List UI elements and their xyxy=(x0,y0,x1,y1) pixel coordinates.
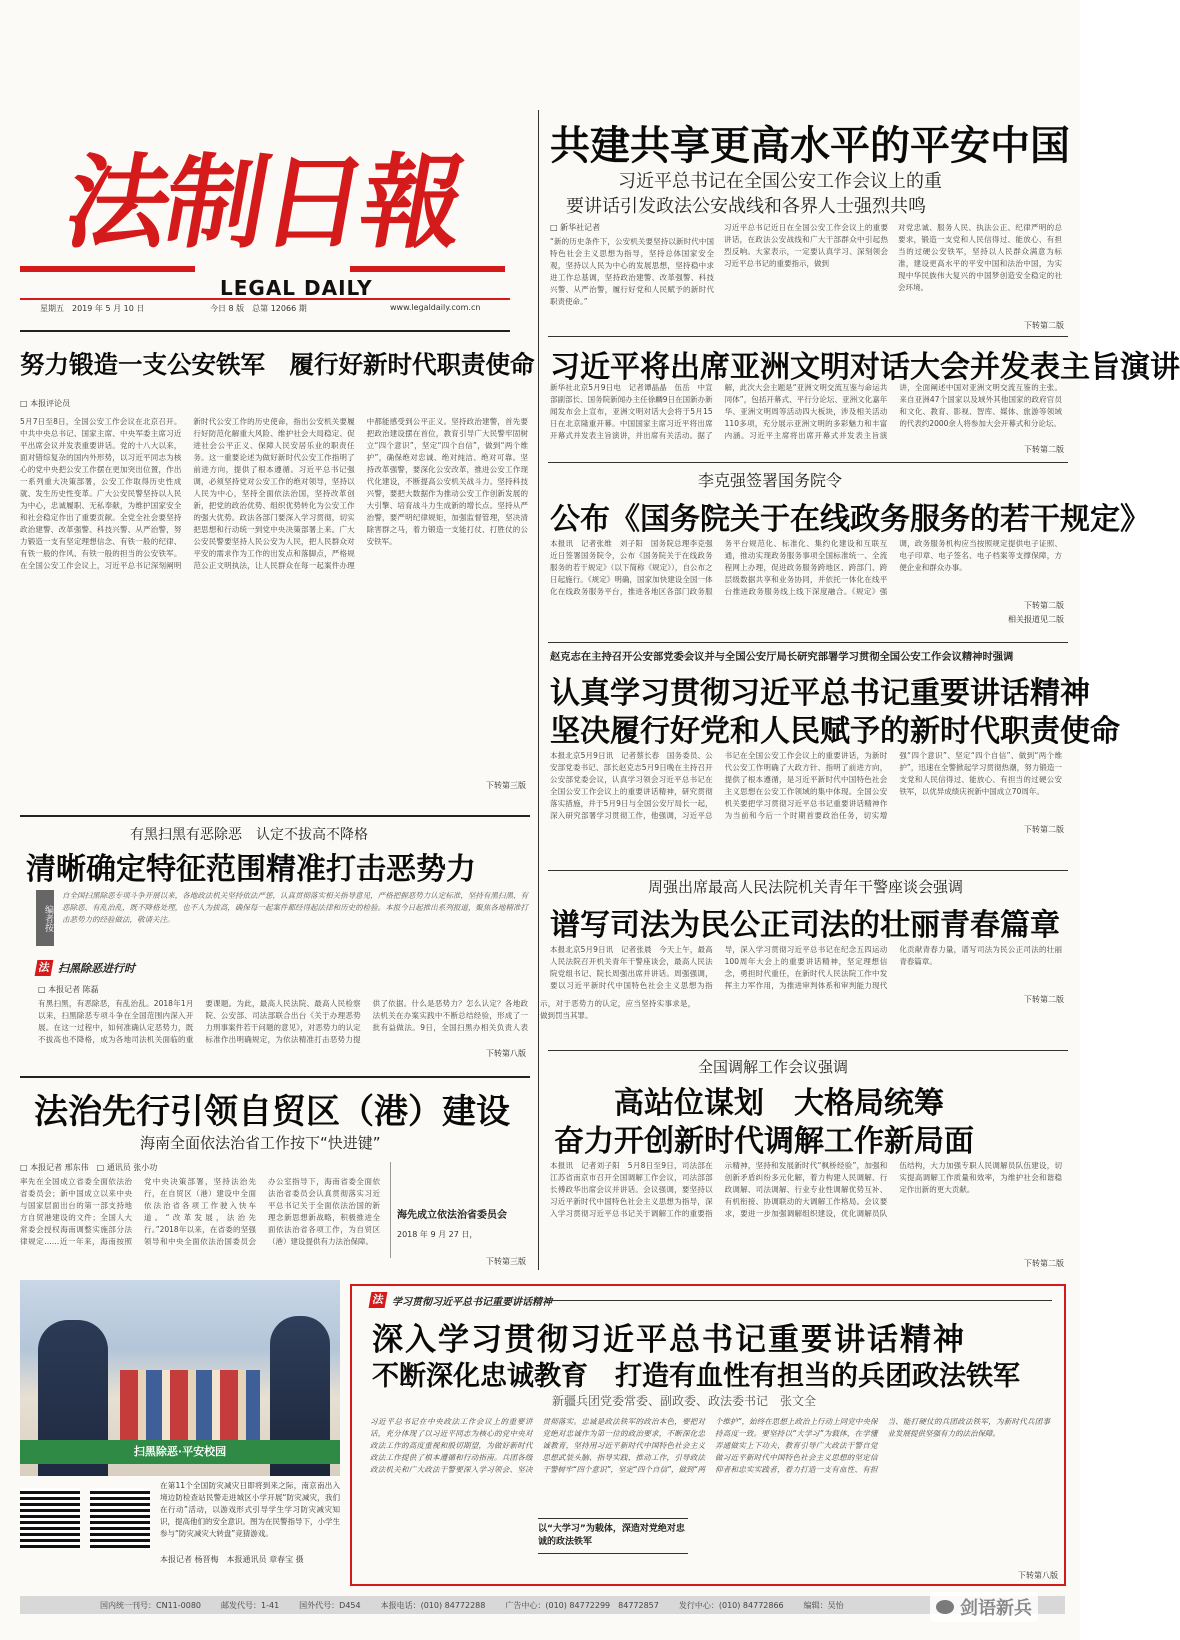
story-editorial-jump[interactable]: 下转第三版 xyxy=(486,781,526,790)
masthead-english: LEGAL DAILY xyxy=(220,276,373,300)
hainan-sidebar-text xyxy=(397,1162,528,1202)
watermark-text: 剑语新兵 xyxy=(960,1598,1032,1619)
masthead-title: 法制日報 xyxy=(57,143,471,263)
footer-item: 国外代号：D454 xyxy=(299,1600,361,1610)
footer-item: 发行中心：(010) 84772866 xyxy=(678,1600,784,1610)
story-hainan-jump[interactable]: 下转第三版 xyxy=(486,1257,526,1266)
story-gang-crime-jump[interactable]: 下转第八版 xyxy=(486,1049,526,1058)
column-badge xyxy=(36,960,135,976)
story-bingtuan-jump[interactable]: 下转第八版 xyxy=(1018,1571,1058,1580)
story-gang-crime-body: 有黑扫黑，有恶除恶，有乱治乱。2018年1月以来，扫黑除恶专项斗争在全国范围内深入开展。在这一过程中，如何准确认定恶势力，既不拔高也不降格，成为各地司法机关面临的重要课题。为此，最高人民法院、最高人民检察院、公安部、司法部联合出台《关于办理恶势力刑事案件若干问题的意见》，对恶势力的认定标准作出明确规定，为依法精准打击恶势力提供了依据。什么是恶势力？怎么认定？各地政法机关在办案实践中不断总结经验，形成了一批有益做法。9日，全国扫黑办相关负责人表示，对于恶势力的认定，应当坚持实事求是，做到罚当其罪。 xyxy=(38,999,696,1044)
hainan-sidebar xyxy=(390,1162,528,1258)
footer-item: 邮发代号：1-41 xyxy=(221,1600,280,1610)
divider-4 xyxy=(548,870,1068,871)
footer-item: 国内统一刊号：CN11-0080 xyxy=(100,1600,201,1610)
story-safe-china-subtitle-2: 要讲话引发政法公安战线和各界人士强烈共鸣 xyxy=(566,196,926,217)
story-bingtuan-box xyxy=(350,1284,1066,1586)
divider-3 xyxy=(548,642,1068,643)
story-zhao-kezhi xyxy=(548,646,1120,866)
wechat-icon xyxy=(936,1600,954,1614)
footer-bar xyxy=(20,1596,1065,1614)
divider-1 xyxy=(548,336,1068,337)
bingtuan-pull-quote-text: 以“大学习”为载体，深造对党绝对忠诚的政法铁军 xyxy=(538,1524,685,1547)
masthead-url: www.legaldaily.com.cn xyxy=(390,303,481,312)
masthead-rule-right xyxy=(350,266,505,272)
masthead-date: 星期五 2019 年 5 月 10 日 xyxy=(40,304,145,313)
story-zhou-qiang-title[interactable]: 谱写司法为民公正司法的壮丽青春篇章 xyxy=(550,908,1060,943)
footer-item: 本报电话：(010) 84772288 xyxy=(380,1600,486,1610)
story-state-council-kicker: 李克强签署国务院令 xyxy=(698,471,843,490)
hainan-sidebar-date: 2018 年 9 月 27 日， xyxy=(397,1230,478,1239)
masthead-edition: 今日 8 版 总第 12066 期 xyxy=(210,304,307,313)
story-safe-china-body-3: 对党忠诚、服务人民、执法公正、纪律严明的总要求，锻造一支党和人民信得过、能放心、有担当的过硬公安铁军，坚持以人民群众满意为标准，建设更高水平的平安中国和法治中国，为实现中华民族伟大复兴的中国梦创造安全稳定的社会环境。 xyxy=(898,223,1062,292)
story-mediation-title-1[interactable]: 高站位谋划 大格局统筹 xyxy=(614,1086,944,1121)
header-divider xyxy=(20,330,510,332)
story-safe-china-body-2: 习近平总书记近日在全国公安工作会议上的重要讲话，在政法公安战线和广大干部群众中引起热烈反响。大家表示，一定要认真学习、深刻领会习近平总书记的重要指示，做到 xyxy=(724,223,888,268)
story-safe-china-byline: □ 新华社记者 xyxy=(550,223,601,232)
editor-note: 自全国扫黑除恶专项斗争开展以来，各地政法机关坚持依法严惩，认真贯彻落实相关指导意见，严格把握恶势力认定标准，坚持有黑扫黑、有恶除恶、有乱治乱，既不降格处理，也不人为拔高，确保每一起案件都经得起法律和历史的检验。本报今日起推出系列报道，聚焦各地精准打击恶势力的经验做法，敬请关注。 xyxy=(62,891,528,924)
story-safe-china-subtitle-1: 习近平总书记在全国公安工作会议上的重 xyxy=(618,171,942,192)
story-zhao-kezhi-body: 本报北京5月9日讯 记者蔡长春 国务委员、公安部党委书记、部长赵克志5月9日晚在主持召开公安部党委会议，认真学习领会习近平总书记在全国公安工作会议上的重要讲话精神，研究贯彻落实措施，并于5月9日与全国公安厅局长一起，深入研究部署学习贯彻工作，他强调，习近平总书记在全国公安工作会议上的重要讲话，为新时代公安工作明确了大政方针、指明了前进方向，提供了根本遵循，是习近平新时代中国特色社会主义思想在公安工作领域的集中体现。全国公安机关要把学习贯彻习近平总书记重要讲话精神作为当前和今后一个时期首要政治任务，切实增强“四个意识”、坚定“四个自信”、做到“两个维护”，迅速在全警掀起学习贯彻热潮，努力锻造一支党和人民信得过、能放心、有担当的过硬公安铁军，以优异成绩庆祝新中国成立70周年。 xyxy=(550,751,1062,820)
story-gang-crime-kicker: 有黑扫黑有恶除恶 认定不拔高不降格 xyxy=(130,827,368,843)
story-mediation-jump[interactable]: 下转第二版 xyxy=(1024,1259,1064,1268)
watermark xyxy=(930,1592,1038,1622)
story-asia-dialogue-jump[interactable]: 下转第二版 xyxy=(1024,445,1064,454)
photo-credit: 本报记者 杨晋梅 本报通讯员 章春宝 摄 xyxy=(160,1555,304,1564)
story-editorial-byline: □ 本报评论员 xyxy=(20,399,71,408)
bingtuan-column-name: 学习贯彻习近平总书记重要讲话精神 xyxy=(392,1296,552,1308)
story-gang-crime-byline: □ 本报记者 陈磊 xyxy=(38,985,99,994)
qr-code-1[interactable] xyxy=(20,1488,80,1548)
story-hainan-body: 率先在全国成立省委全面依法治省委员会；新中国成立以来中央与国家层面出台的第一部支持地方自贸港建设的文件；全国人大常委会授权海南调整实施部分法律规定……近一年来，海南按照党中央决策部署，坚持法治先行，在自贸区（港）建设中全面依法治省各项工作驶入快车道。“改革发展，法治先行。”2018年以来，在省委的坚强领导和中央全面依法治国委员会办公室指导下，海南省委全面依法治省委员会认真贯彻落实习近平总书记关于全面依法治国的新理念新思想新战略，积极推进全面依法治省各项工作，为自贸区（港）建设提供有力法治保障。 xyxy=(20,1177,380,1246)
story-zhou-qiang-kicker: 周强出席最高人民法院机关青年干警座谈会强调 xyxy=(648,878,964,896)
story-editorial-title[interactable]: 努力锻造一支公安铁军 履行好新时代职责使命 xyxy=(20,350,535,379)
masthead-bottom-rule xyxy=(20,298,510,300)
bingtuan-column-header xyxy=(370,1292,552,1308)
story-mediation-kicker: 全国调解工作会议强调 xyxy=(698,1058,849,1076)
story-mediation xyxy=(548,1054,1068,1274)
story-zhao-kezhi-title-2[interactable]: 坚决履行好党和人民赋予的新时代职责使命 xyxy=(550,714,1120,749)
story-safe-china-body-1: “新的历史条件下，公安机关要坚持以新时代中国特色社会主义思想为指导，坚持总体国家安全观，坚持以人民为中心的发展思想，坚持稳中求进工作总基调，坚持政治建警、改革强警、科技兴警、从严治警，履行好党和人民赋予的新时代职责使命。” xyxy=(550,237,714,306)
divider-5 xyxy=(548,1050,1068,1051)
story-zhou-qiang-jump[interactable]: 下转第二版 xyxy=(1024,995,1064,1004)
qr-code-2[interactable] xyxy=(90,1488,150,1548)
news-photo[interactable] xyxy=(20,1280,340,1476)
bingtuan-header-rule xyxy=(552,1300,1052,1301)
photo-banner: 扫黑除恶·平安校园 xyxy=(20,1440,340,1464)
masthead-rule xyxy=(20,266,195,272)
photo-caption: 在第11个全国防灾减灾日即将到来之际，南京南出入境边防检查站民警走进城区小学开展“防灾减灾，我们在行动”活动，以游戏形式引导学生学习防灾减灾知识，提高他们的安全意识。图为在民警指导下，小学生参与“防灾减灾大转盘”竞猜游戏。 xyxy=(160,1481,340,1538)
story-safe-china-title[interactable]: 共建共享更高水平的平安中国 xyxy=(550,123,1070,169)
story-safe-china-jump[interactable]: 下转第二版 xyxy=(1024,321,1064,330)
divider-2 xyxy=(548,462,1068,463)
story-state-council-title[interactable]: 公布《国务院关于在线政务服务的若干规定》 xyxy=(550,502,1150,537)
story-asia-dialogue-body: 新华社北京5月9日电 记者谭晶晶 伍岳 中宣部副部长、国务院新闻办主任徐麟9日在国新办新闻发布会上宣布，亚洲文明对话大会将于5月15日在北京隆重开幕。中国国家主席习近平将出席开幕式并发表主旨演讲，并出席有关活动。据了解，此次大会主题是“亚洲文明交流互鉴与命运共同体”，包括开幕式、平行分论坛、亚洲文化嘉年华、亚洲文明周等活动四大板块，涉及相关活动110多项，充分展示亚洲文明的多彩魅力和丰富内涵。习近平主席将出席开幕式并发表主旨演讲，全面阐述中国对亚洲文明交流互鉴的主张。来自亚洲47个国家以及域外其他国家的政府官员和文化、教育、影视、智库、媒体、旅游等领域的代表约2000余人将参加大会开幕式和分论坛。 xyxy=(550,383,1062,440)
bingtuan-pull-quote xyxy=(538,1518,688,1554)
story-hainan-title[interactable]: 法治先行引领自贸区（港）建设 xyxy=(34,1092,510,1132)
story-asia-dialogue-title[interactable]: 习近平将出席亚洲文明对话大会并发表主旨演讲 xyxy=(550,350,1180,385)
story-gang-crime xyxy=(20,820,696,1075)
story-mediation-title-2[interactable]: 奋力开创新时代调解工作新局面 xyxy=(554,1124,974,1159)
hainan-sidebar-heading: 海先成立依法治省委员会 xyxy=(397,1210,507,1221)
story-bingtuan-body: 习近平总书记在中央政法工作会议上的重要讲话，充分体现了以习近平同志为核心的党中央对政法工作的高度重视和殷切期望，为做好新时代政法工作提供了根本遵循和行动指南。兵团各级政法机关和广大政法干警要深入学习领会、坚决贯彻落实。忠诚是政法铁军的政治本色，要把对党绝对忠诚作为第一位的政治要求，不断深化忠诚教育，坚持用习近平新时代中国特色社会主义思想武装头脑、指导实践、推动工作，引导政法干警树牢“四个意识”，坚定“四个自信”，做到“两个维护”，始终在思想上政治上行动上同党中央保持高度一致。要坚持以“大学习”为载体，在学懂弄通做实上下功夫，教育引导广大政法干警自觉做习近平新时代中国特色社会主义思想的坚定信仰者和忠实实践者，着力打造一支有血性、有担当、能打硬仗的兵团政法铁军，为新时代兵团事业发展提供坚强有力的法治保障。 xyxy=(370,1417,1050,1474)
center-column-rule xyxy=(538,110,539,1270)
story-gang-crime-title[interactable]: 清晰确定特征范围精准打击恶势力 xyxy=(26,852,476,887)
story-mediation-body: 本报讯 记者刘子阳 5月8日至9日，司法部在江苏省南京市召开全国调解工作会议，司法部部长傅政华出席会议并讲话。会议强调，要坚持以习近平新时代中国特色社会主义思想为指导，深入学习贯彻习近平总书记关于调解工作的重要指示精神，坚持和发展新时代“枫桥经验”，加强和创新矛盾纠纷多元化解，着力构建人民调解、行政调解、司法调解、行业专业性调解优势互补、有机衔接、协调联动的大调解工作格局。会议要求，要进一步加强调解组织建设，优化调解员队伍结构，大力加强专职人民调解员队伍建设，切实提高调解工作质量和效率，为维护社会和谐稳定作出新的更大贡献。 xyxy=(550,1161,1062,1218)
story-hainan xyxy=(20,1080,530,1270)
story-safe-china xyxy=(548,110,1068,360)
story-state-council xyxy=(548,466,1150,636)
footer-item: 编辑：吴怡 xyxy=(803,1600,844,1610)
story-asia-dialogue xyxy=(548,340,1180,458)
legal-daily-logo-icon: 法 xyxy=(369,1292,388,1308)
story-zhao-kezhi-jump[interactable]: 下转第二版 xyxy=(1024,825,1064,834)
story-bingtuan-title-1[interactable]: 深入学习贯彻习近平总书记重要讲话精神 xyxy=(372,1322,966,1358)
legal-daily-logo-icon: 法 xyxy=(35,960,54,976)
story-hainan-byline: □ 本报记者 邢东伟 □ 通讯员 张小功 xyxy=(20,1163,158,1172)
divider-left-2 xyxy=(20,1076,530,1078)
photo-caption-block xyxy=(20,1480,340,1580)
masthead xyxy=(20,110,510,345)
footer-item: 广告中心：(010) 84772299 84772857 xyxy=(505,1600,659,1610)
story-bingtuan-author: 新疆兵团党委常委、副政委、政法委书记 张文全 xyxy=(552,1394,817,1408)
story-editorial-body: 5月7日至8日，全国公安工作会议在北京召开。中共中央总书记、国家主席、中央军委主席习近平出席会议并发表重要讲话。党的十八大以来，面对错综复杂的国内外形势，以习近平同志为核心的党中央把公安工作摆在更加突出位置，作出一系列重大决策部署，公安工作取得历史性成就、发生历史性变革。广大公安民警坚持以人民为中心，忠诚履职、无私奉献，为维护国家安全和社会稳定作出了重要贡献。全党全社会要坚持政治建警、改革强警、科技兴警、从严治警，努力锻造一支有坚定理想信念、有铁一般的纪律、有铁一般的作风、有铁一般的担当的公安铁军。在全国公安工作会议上，习近平总书记深刻阐明新时代公安工作的历史使命，指出公安机关要履行好防范化解重大风险、维护社会大局稳定、促进社会公平正义、保障人民安居乐业的职责任务。这一重要论述为做好新时代公安工作指明了前进方向，提供了根本遵循。习近平总书记强调，必须坚持党对公安工作的绝对领导，坚持以人民为中心，坚持全面依法治国，坚持改革创新，把党的政治优势、组织优势转化为公安工作的强大优势。政法各部门要深入学习贯彻，切实把思想和行动统一到党中央决策部署上来。广大公安民警要坚持人民公安为人民，把人民群众对平安的需求作为工作的出发点和落脚点，严格规范公正文明执法，让人民群众在每一起案件办理中都能感受到公平正义。坚持政治建警，首先要把政治建设摆在首位，教育引导广大民警牢固树立“四个意识”，坚定“四个自信”，做到“两个维护”，确保绝对忠诚、绝对纯洁、绝对可靠。坚持改革强警，要深化公安改革，推进公安工作现代化建设，不断提高公安机关战斗力。坚持科技兴警，要把大数据作为推动公安工作创新发展的大引擎、培育战斗力生成新的增长点。坚持从严治警，要严明纪律规矩，加强监督管理，坚决清除害群之马，着力锻造一支能打仗、打胜仗的公安铁军。 xyxy=(20,417,528,570)
story-zhao-kezhi-kicker: 赵克志在主持召开公安部党委会议并与全国公安厅局长研究部署学习贯彻全国公安工作会议精神时强调 xyxy=(550,651,1014,663)
story-hainan-subtitle: 海南全面依法治省工作按下“快进键” xyxy=(140,1134,381,1152)
story-editorial xyxy=(20,340,535,810)
story-state-council-jump-1[interactable]: 下转第二版 xyxy=(1024,601,1064,610)
story-state-council-body: 本报讯 记者张维 刘子阳 国务院总理李克强近日签署国务院令，公布《国务院关于在线政务服务的若干规定》（以下简称《规定》），自公布之日起施行。《规定》明确，国家加快建设全国一体化在线政务服务平台，推进各地区各部门政务服务平台规范化、标准化、集约化建设和互联互通，推动实现政务服务事项全国标准统一、全流程网上办理，促进政务服务跨地区、跨部门、跨层级数据共享和业务协同，并依托一体化在线平台推进政务服务线上线下深度融合。《规定》强调，政务服务机构应当按照规定提供电子证照、电子印章、电子签名、电子档案等支撑保障，方便企业和群众办事。 xyxy=(550,539,1062,596)
story-zhao-kezhi-title-1[interactable]: 认真学习贯彻习近平总书记重要讲话精神 xyxy=(550,676,1090,711)
story-bingtuan-title-2[interactable]: 不断深化忠诚教育 打造有血性有担当的兵团政法铁军 xyxy=(372,1361,1020,1392)
editor-note-label: 编者按 xyxy=(36,890,54,946)
story-state-council-jump-2[interactable]: 相关报道见二版 xyxy=(1008,615,1064,624)
story-zhou-qiang-body: 本报北京5月9日讯 记者张晨 今天上午，最高人民法院召开机关青年干警座谈会，最高人民法院党组书记、院长周强出席并讲话。周强强调，要以习近平新时代中国特色社会主义思想为指导，深入学习贯彻习近平总书记在纪念五四运动100周年大会上的重要讲话精神，坚定理想信念，勇担时代重任，在新时代人民法院工作中发挥主力军作用，为推进审判体系和审判能力现代化贡献青春力量，谱写司法为民公正司法的壮丽青春篇章。 xyxy=(550,945,1062,990)
divider-left-1 xyxy=(20,815,530,817)
column-badge-label: 扫黑除恶进行时 xyxy=(58,962,135,975)
